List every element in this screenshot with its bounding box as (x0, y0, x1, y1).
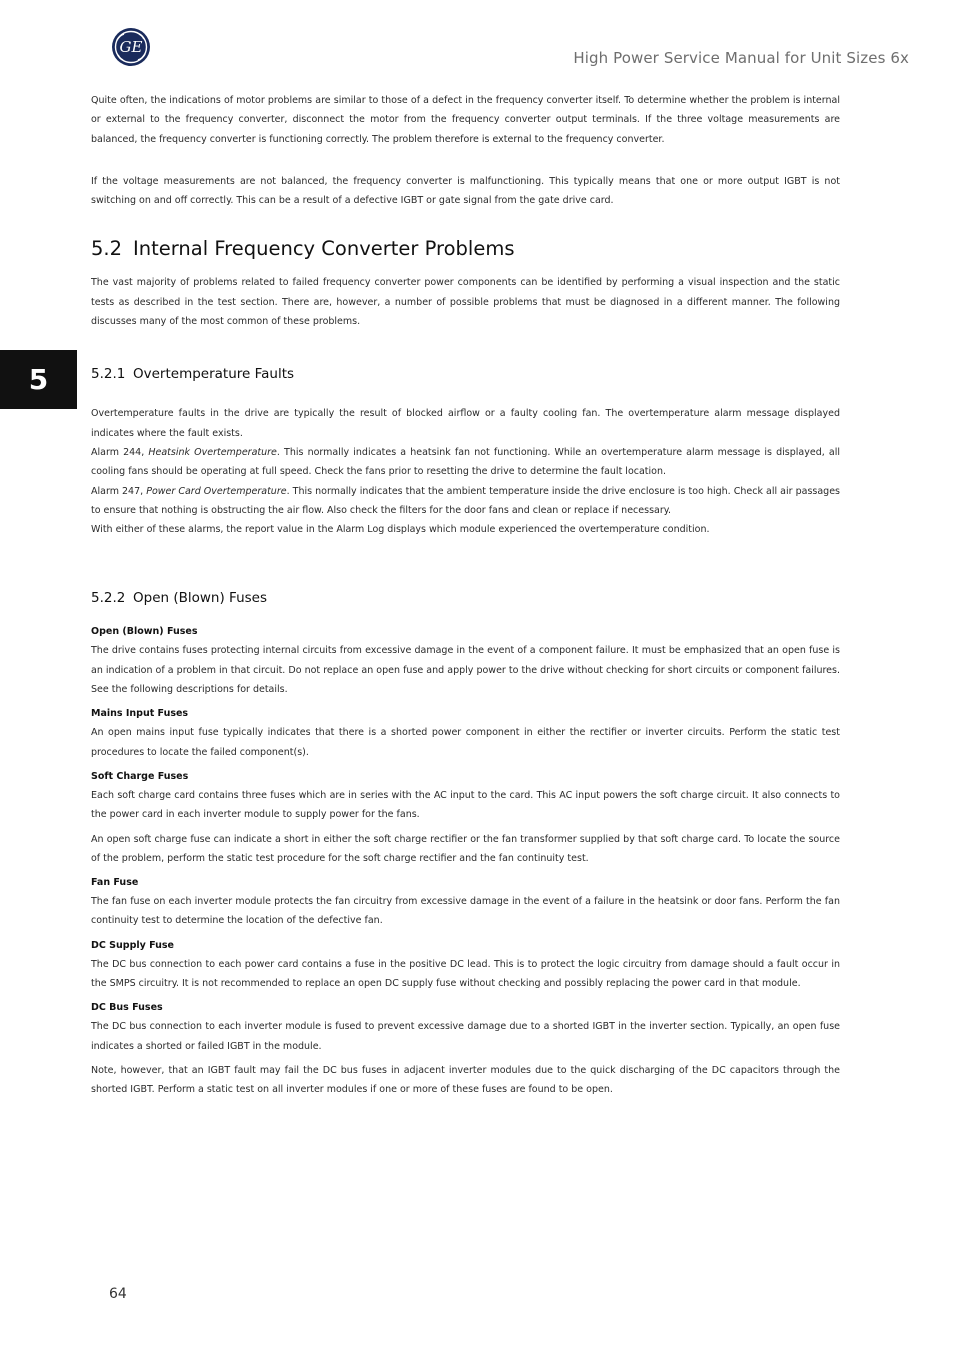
subsection-title: Open (Blown) Fuses (133, 590, 267, 607)
page-content (91, 91, 840, 1100)
overtemp-paragraph-3 (91, 482, 840, 521)
page-number: 64 (109, 1286, 127, 1302)
fuse-block-heading: Soft Charge Fuses (91, 770, 189, 782)
fuse-block-text: The drive contains fuses protecting internal circuits from excessive damage in the event of a component failure. It must be emphasized that an open fuse is an indication of a problem in that circuit. Do not replace an open fuse and apply power to the drive without checking for short circuits or component failures. See the following descriptions for details. (91, 645, 840, 696)
section-number: 5.2 (91, 237, 123, 261)
fuse-block-heading: Mains Input Fuses (91, 708, 189, 720)
overtemp-paragraph-2 (91, 443, 840, 482)
fuse-block-text: The DC bus connection to each power card contains a fuse in the positive DC lead. This is to protect the logic circuitry from damage should a fault occur in the SMPS circuitry. It is not recommended to replace an open DC supply fuse without checking and possibly replacing the power card in that module. (91, 958, 840, 990)
alarm-244-text: . This normally indicates a heatsink fan not functioning. While an overtemperature alarm message is displayed, all cooling fans should be operating at full speed. Check the fans prior to resetting the drive to determine the fault location. (91, 446, 840, 478)
section-heading (91, 237, 840, 261)
fuse-block-text: An open mains input fuse typically indicates that there is a shorted power component in either the rectifier or inverter circuits. Perform the static test procedures to locate the failed component(s). (91, 727, 840, 758)
alarm-244-prefix: Alarm 244, (91, 446, 149, 458)
alarm-247-text: . This normally indicates that the ambient temperature inside the drive enclosure is too high. Check all air passages to ensure that nothing is obstructing the air flow. Also check the filters for the door fans and clean or replace if necessary. (91, 485, 840, 516)
chapter-tab: 5 (0, 350, 77, 409)
section-paragraph: The vast majority of problems related to failed frequency converter power components can be identified by performing a visual inspection and the static tests as described in the test section. There are, however, a number of possible problems that must be diagnosed in a different manner. The following discusses many of the most common of these problems. (91, 277, 840, 328)
fuse-block-heading: DC Supply Fuse (91, 939, 175, 951)
fuse-block-text-2: Note, however, that an IGBT fault may fail the DC bus fuses in adjacent inverter modules due to the quick discharging of the DC capacitors through the shorted IGBT. Perform a static test on all inverter modules if one or more of these fuses are found to be open. (91, 1064, 840, 1096)
subsection-number: 5.2.1 (91, 366, 126, 383)
subsection-heading-overtemperature (91, 365, 840, 383)
ge-logo-icon (111, 27, 151, 67)
section-title: Internal Frequency Converter Problems (133, 237, 515, 261)
fuse-block-text: The fan fuse on each inverter module protects the fan circuitry from excessive damage in the event of a failure in the heatsink or door fans. Perform the fan continuity test to determine the location of the defective fan. (91, 896, 840, 927)
overtemp-paragraph-4: With either of these alarms, the report value in the Alarm Log displays which module experienced the overtemperature condition. (91, 524, 710, 536)
fuse-block-text-2: An open soft charge fuse can indicate a short in either the soft charge rectifier or the fan transformer supplied by that soft charge card. To locate the source of the problem, perform the static test procedure for the soft charge rectifier and the fan continuity test. (91, 833, 840, 864)
intro-paragraph-1: Quite often, the indications of motor problems are similar to those of a defect in the frequency converter itself. To determine whether the problem is internal or external to the frequency converter, disconnect the motor from the frequency converter output terminals. If the three voltage measurements are balanced, the frequency converter is functioning correctly. The problem therefore is external to the frequency converter. (91, 95, 840, 145)
overtemp-paragraph-1: Overtemperature faults in the drive are typically the result of blocked airflow or a faulty cooling fan. The overtemperature alarm message displayed indicates where the fault exists. (91, 408, 840, 439)
alarm-247-prefix: Alarm 247, (91, 485, 147, 497)
subsection-heading-fuses (91, 589, 840, 607)
svg-text:GE: GE (119, 38, 143, 56)
header-title: High Power Service Manual for Unit Sizes 6x (573, 49, 909, 67)
fuse-block-heading: DC Bus Fuses (91, 1002, 163, 1014)
fuse-block-text: The DC bus connection to each inverter module is fused to prevent excessive damage due to a shorted IGBT in the inverter section. Typically, an open fuse indicates a shorted or failed IGBT in the module. (91, 1021, 840, 1052)
alarm-244-name: Heatsink Overtemperature (148, 446, 277, 458)
subsection-title: Overtemperature Faults (133, 366, 295, 383)
intro-paragraph-2: If the voltage measurements are not balanced, the frequency converter is malfunctioning. This typically means that one or more output IGBT is not switching on and off correctly. This can be a result of a defective IGBT or gate signal from the gate drive card. (91, 175, 840, 207)
subsection-number: 5.2.2 (91, 590, 126, 607)
alarm-247-name: Power Card Overtemperature (146, 485, 287, 497)
fuse-block-heading: Fan Fuse (91, 877, 139, 889)
fuse-block-text: Each soft charge card contains three fuses which are in series with the AC input to the card. This AC input powers the soft charge circuit. It also connects to the power card in each inverter module to supply power for the fans. (91, 789, 840, 821)
fuse-block-heading: Open (Blown) Fuses (91, 626, 198, 638)
